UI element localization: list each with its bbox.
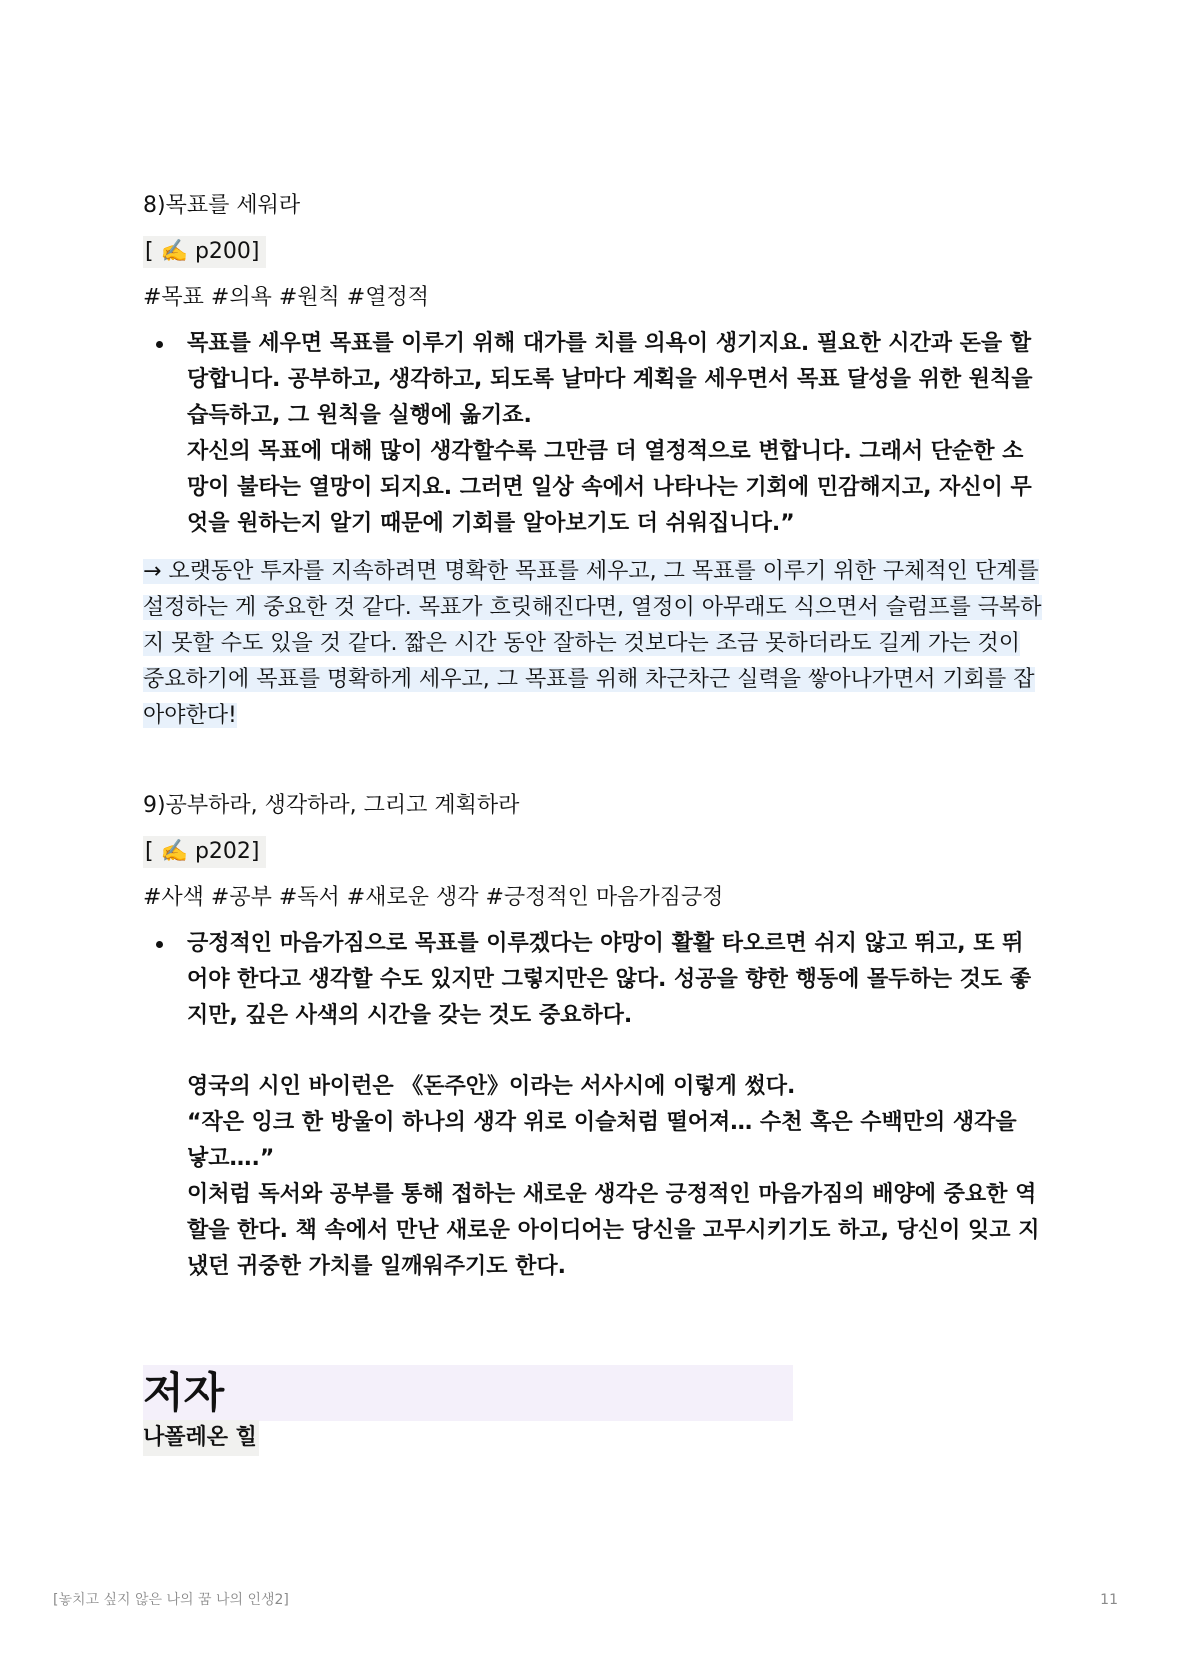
author-heading-block — [143, 1365, 793, 1421]
list-item — [143, 326, 1043, 542]
hashtags: #목표 #의욕 #원칙 #열정적 — [143, 285, 429, 310]
footer-document-title: [놓치고 싶지 않은 나의 꿈 나의 인생2] — [53, 1592, 289, 1608]
quote-paragraph: 영국의 시인 바이런은 《돈주안》이라는 서사시에 이렇게 썼다. — [187, 1074, 796, 1099]
section-spacer — [143, 734, 1043, 790]
page-reference: [ ✍️ p200] — [143, 236, 266, 268]
bullet-icon — [156, 341, 163, 348]
reflection-note — [143, 554, 1043, 734]
author-heading: 저자 — [143, 1368, 225, 1417]
section-8 — [143, 190, 1043, 734]
footer-page-number: 11 — [1100, 1592, 1118, 1608]
quote-paragraph: 목표를 세우면 목표를 이루기 위해 대가를 치를 의욕이 생기지요. 필요한 시간과 돈을 할당합니다. 공부하고, 생각하고, 되도록 날마다 계획을 세우면서 목표 달성을 위한 원칙을 습득하고, 그 원칙을 실행에 옮기죠. — [187, 331, 1033, 428]
quote-paragraph: 이처럼 독서와 공부를 통해 접하는 새로운 생각은 긍정적인 마음가짐의 배양에 중요한 역할을 한다. 책 속에서 만난 새로운 아이디어는 당신을 고무시키기도 하고, 당신이 잊고 지냈던 귀중한 가치를 일깨워주기도 한다. — [187, 1182, 1040, 1279]
bullet-list — [143, 926, 1043, 1285]
bullet-list — [143, 326, 1043, 542]
page-reference: [ ✍️ p202] — [143, 836, 266, 868]
quote-paragraph: 자신의 목표에 대해 많이 생각할수록 그만큼 더 열정적으로 변합니다. 그래서 단순한 소망이 불타는 열망이 되지요. 그러면 일상 속에서 나타나는 기회에 민감해지고, 자신이 무엇을 원하는지 알기 때문에 기회를 알아보기도 더 쉬워집니다.” — [187, 439, 1032, 536]
reflection-text: → 오랫동안 투자를 지속하려면 명확한 목표를 세우고, 그 목표를 이루기 위한 구체적인 단계를 설정하는 게 중요한 것 같다. 목표가 흐릿해진다면, 열정이 아무래도 식으면서 슬럼프를 극복하지 못할 수도 있을 것 같다. 짧은 시간 동안 잘하는 것보다는 조금 못하더라도 길게 가는 것이 중요하기에 목표를 명확하게 세우고, 그 목표를 위해 차근차근 실력을 쌓아나가면서 기회를 잡아야한다! — [143, 559, 1042, 728]
section-heading: 9)공부하라, 생각하라, 그리고 계획하라 — [143, 793, 520, 818]
quote-paragraph: “작은 잉크 한 방울이 하나의 생각 위로 이슬처럼 떨어져… 수천 혹은 수백만의 생각을 낳고….” — [187, 1110, 1017, 1171]
bullet-icon — [156, 941, 163, 948]
main-content — [143, 190, 1043, 1285]
section-heading: 8)목표를 세워라 — [143, 193, 301, 218]
paragraph-spacer — [187, 1034, 1043, 1069]
list-item — [143, 926, 1043, 1285]
quote-paragraph: 긍정적인 마음가짐으로 목표를 이루겠다는 야망이 활활 타오르면 쉬지 않고 뛰고, 또 뛰어야 한다고 생각할 수도 있지만 그렇지만은 않다. 성공을 향한 행동에 몰두하는 것도 좋지만, 깊은 사색의 시간을 갖는 것도 중요하다. — [187, 931, 1032, 1028]
author-name: 나폴레온 힐 — [143, 1420, 259, 1456]
section-9 — [143, 790, 1043, 1285]
hashtags: #사색 #공부 #독서 #새로운 생각 #긍정적인 마음가짐긍정 — [143, 885, 724, 910]
